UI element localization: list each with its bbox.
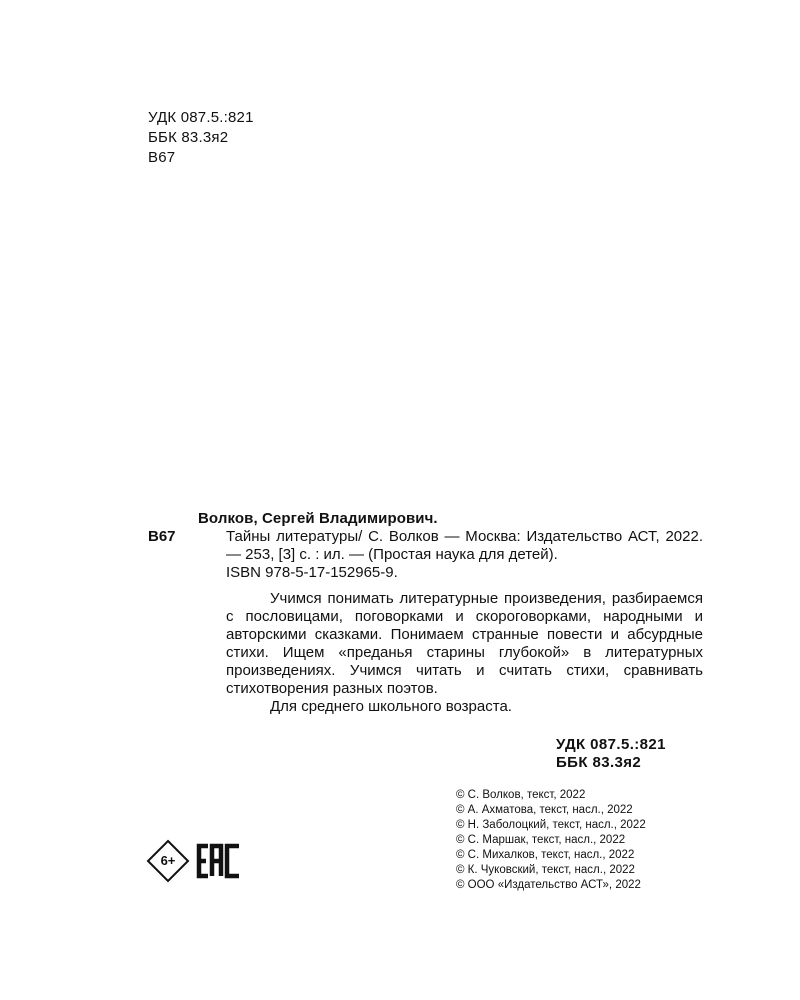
copyright-line: © А. Ахматова, текст, насл., 2022 [456, 804, 633, 816]
bibliographic-description: Тайны литературы/ С. Волков — Москва: Издательство АСТ, 2022. — 253, [3] с. : ил. — (Простая наука для детей). [226, 528, 703, 563]
annotation: Учимся понимать литературные произведения, разбираемся с пословицами, поговорками и скороговорками, народными и авторскими сказками. Понимаем странные повести и абсурдные стихи. Ищем «преданья старины глубокой» в литературных произведениях. Учимся читать и считать стихи, сравнивать стихотворения разных поэтов. [226, 590, 703, 697]
copyright-line: © Н. Заболоцкий, текст, насл., 2022 [456, 819, 646, 831]
eac-mark-icon [196, 842, 242, 880]
copyright-line: © К. Чуковский, текст, насл., 2022 [456, 864, 635, 876]
audience-note: Для среднего школьного возраста. [270, 698, 512, 715]
eac-logo-graphic [196, 842, 242, 880]
udk-code-bottom: УДК 087.5.:821 [556, 736, 666, 753]
copyright-line: © С. Михалков, текст, насл., 2022 [456, 849, 635, 861]
copyright-line: © ООО «Издательство АСТ», 2022 [456, 879, 641, 891]
udk-code: УДК 087.5.:821 [148, 109, 254, 126]
age-rating-badge [146, 839, 190, 883]
isbn: ISBN 978-5-17-152965-9. [226, 564, 398, 581]
author-sign: В67 [148, 149, 176, 166]
copyright-line: © С. Маршак, текст, насл., 2022 [456, 834, 626, 846]
catalog-author-sign: В67 [148, 528, 176, 545]
copyright-list [456, 788, 646, 893]
copyright-line: © С. Волков, текст, 2022 [456, 789, 586, 801]
bbk-code-bottom: ББК 83.3я2 [556, 754, 642, 771]
top-classification-codes [148, 108, 254, 168]
author-name: Волков, Сергей Владимирович. [198, 510, 438, 527]
bbk-code: ББК 83.3я2 [148, 129, 229, 146]
bottom-classification-codes [556, 736, 666, 772]
age-rating-label: 6+ [160, 853, 176, 868]
